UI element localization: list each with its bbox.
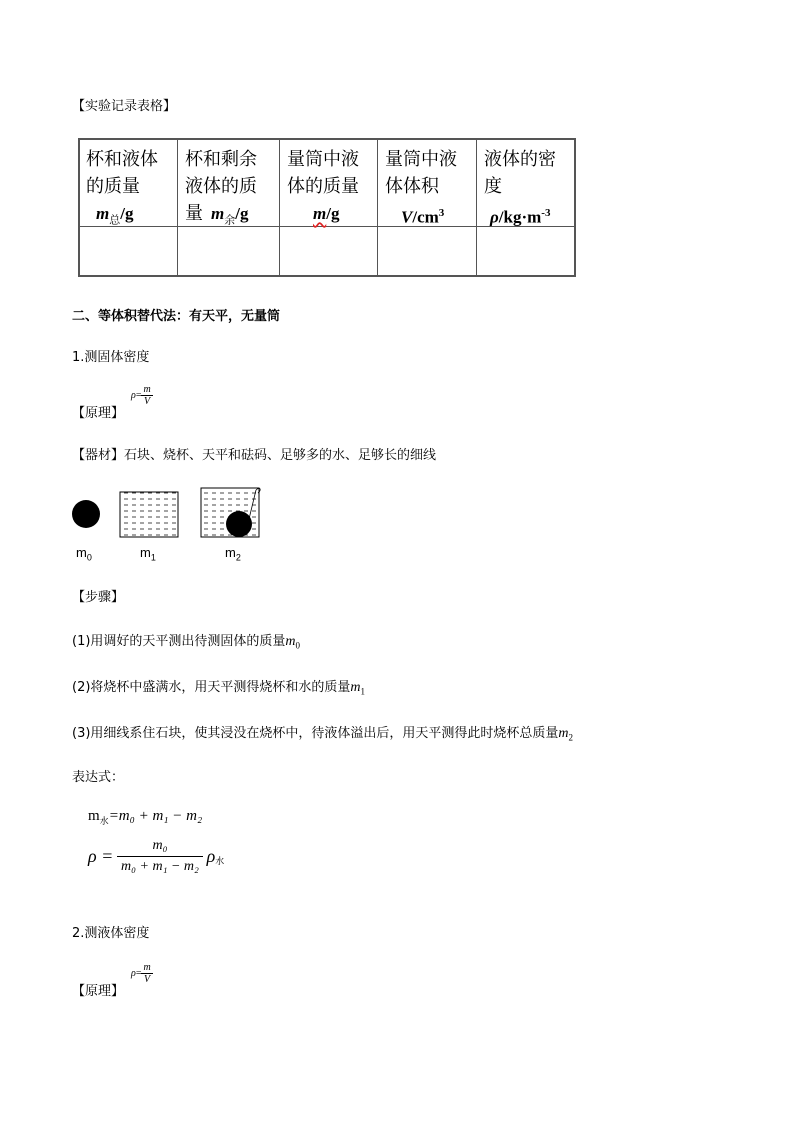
- table-col-divider: [279, 140, 280, 275]
- header-text: 杯和剩余: [185, 149, 257, 170]
- figure-label-m2: $m_2$: [225, 545, 241, 563]
- header-text: 液体的密: [484, 149, 556, 170]
- header-unit: m/g: [313, 204, 340, 223]
- beaker-stone-icon: [201, 488, 260, 537]
- header-text: 杯和液体: [86, 149, 158, 170]
- section-heading-record: 【实验记录表格】: [72, 99, 177, 114]
- principle-label-2: 【原理】: [72, 984, 125, 999]
- header-text: 量筒中液: [287, 149, 359, 170]
- beaker-water-icon: [120, 492, 178, 537]
- section-title: 二、等体积替代法：有天平，无量筒: [72, 309, 281, 324]
- header-unit: $V/cm^3$: [401, 207, 445, 227]
- table-col-divider: [177, 140, 178, 275]
- header-text: 量筒中液: [385, 149, 457, 170]
- table-header-remaining-mass: [185, 146, 257, 233]
- record-table: [78, 138, 576, 277]
- header-text: 体的质量: [287, 176, 359, 197]
- step-1: (1)用调好的天平测出待测固体的质量$m_0$: [72, 634, 301, 651]
- principle-label: 【原理】: [72, 406, 125, 421]
- header-text: 液体的质: [185, 176, 257, 197]
- table-header-cylinder-volume: [385, 146, 457, 231]
- equipment-text: 【器材】石块、烧杯、天平和砝码、足够多的水、足够长的细线: [72, 448, 437, 463]
- table-header-cylinder-mass: [287, 146, 359, 227]
- figure-label-m0: $m_0$: [76, 545, 92, 563]
- experiment-figure: [68, 484, 268, 544]
- step-3: (3)用细线系住石块，使其浸没在烧杯中，待液体溢出后，用天平测得此时烧杯总质量$m_2$: [72, 726, 574, 743]
- header-text: 的质量: [86, 176, 140, 197]
- table-header-density: [484, 146, 556, 231]
- table-col-divider: [377, 140, 378, 275]
- principle-formula: ρ= $\frac{m}{V}$: [131, 384, 151, 407]
- header-text: 体体积: [385, 176, 439, 197]
- header-unit: $m_总/g$: [96, 204, 134, 227]
- step-2: (2)将烧杯中盛满水，用天平测得烧杯和水的质量$m_1$: [72, 680, 366, 697]
- expression-label: 表达式：: [72, 770, 125, 785]
- header-text: 度: [484, 176, 502, 197]
- table-header-cup-liquid-mass: [86, 146, 158, 233]
- formula-density: ρ = $\frac{\text{m₀}}{\text{m₀ + m₁ − m₂}}$ $\rho_水$: [88, 838, 225, 874]
- stone-icon: [72, 500, 100, 528]
- steps-label: 【步骤】: [72, 590, 125, 605]
- figure-label-m1: $m_1$: [140, 545, 156, 563]
- header-unit: $\rho/kg\cdot m^{-3}$: [490, 207, 551, 227]
- part2-title: 2.测液体密度: [72, 926, 150, 941]
- principle-formula-2: ρ= $\frac{m}{V}$: [131, 962, 151, 985]
- part1-title: 1.测固体密度: [72, 350, 150, 365]
- formula-water-mass: $m_水=m_0 + m_1 - m_2$: [88, 808, 203, 827]
- table-col-divider: [476, 140, 477, 275]
- header-unit-line: 量 $m_余/g$: [185, 203, 249, 227]
